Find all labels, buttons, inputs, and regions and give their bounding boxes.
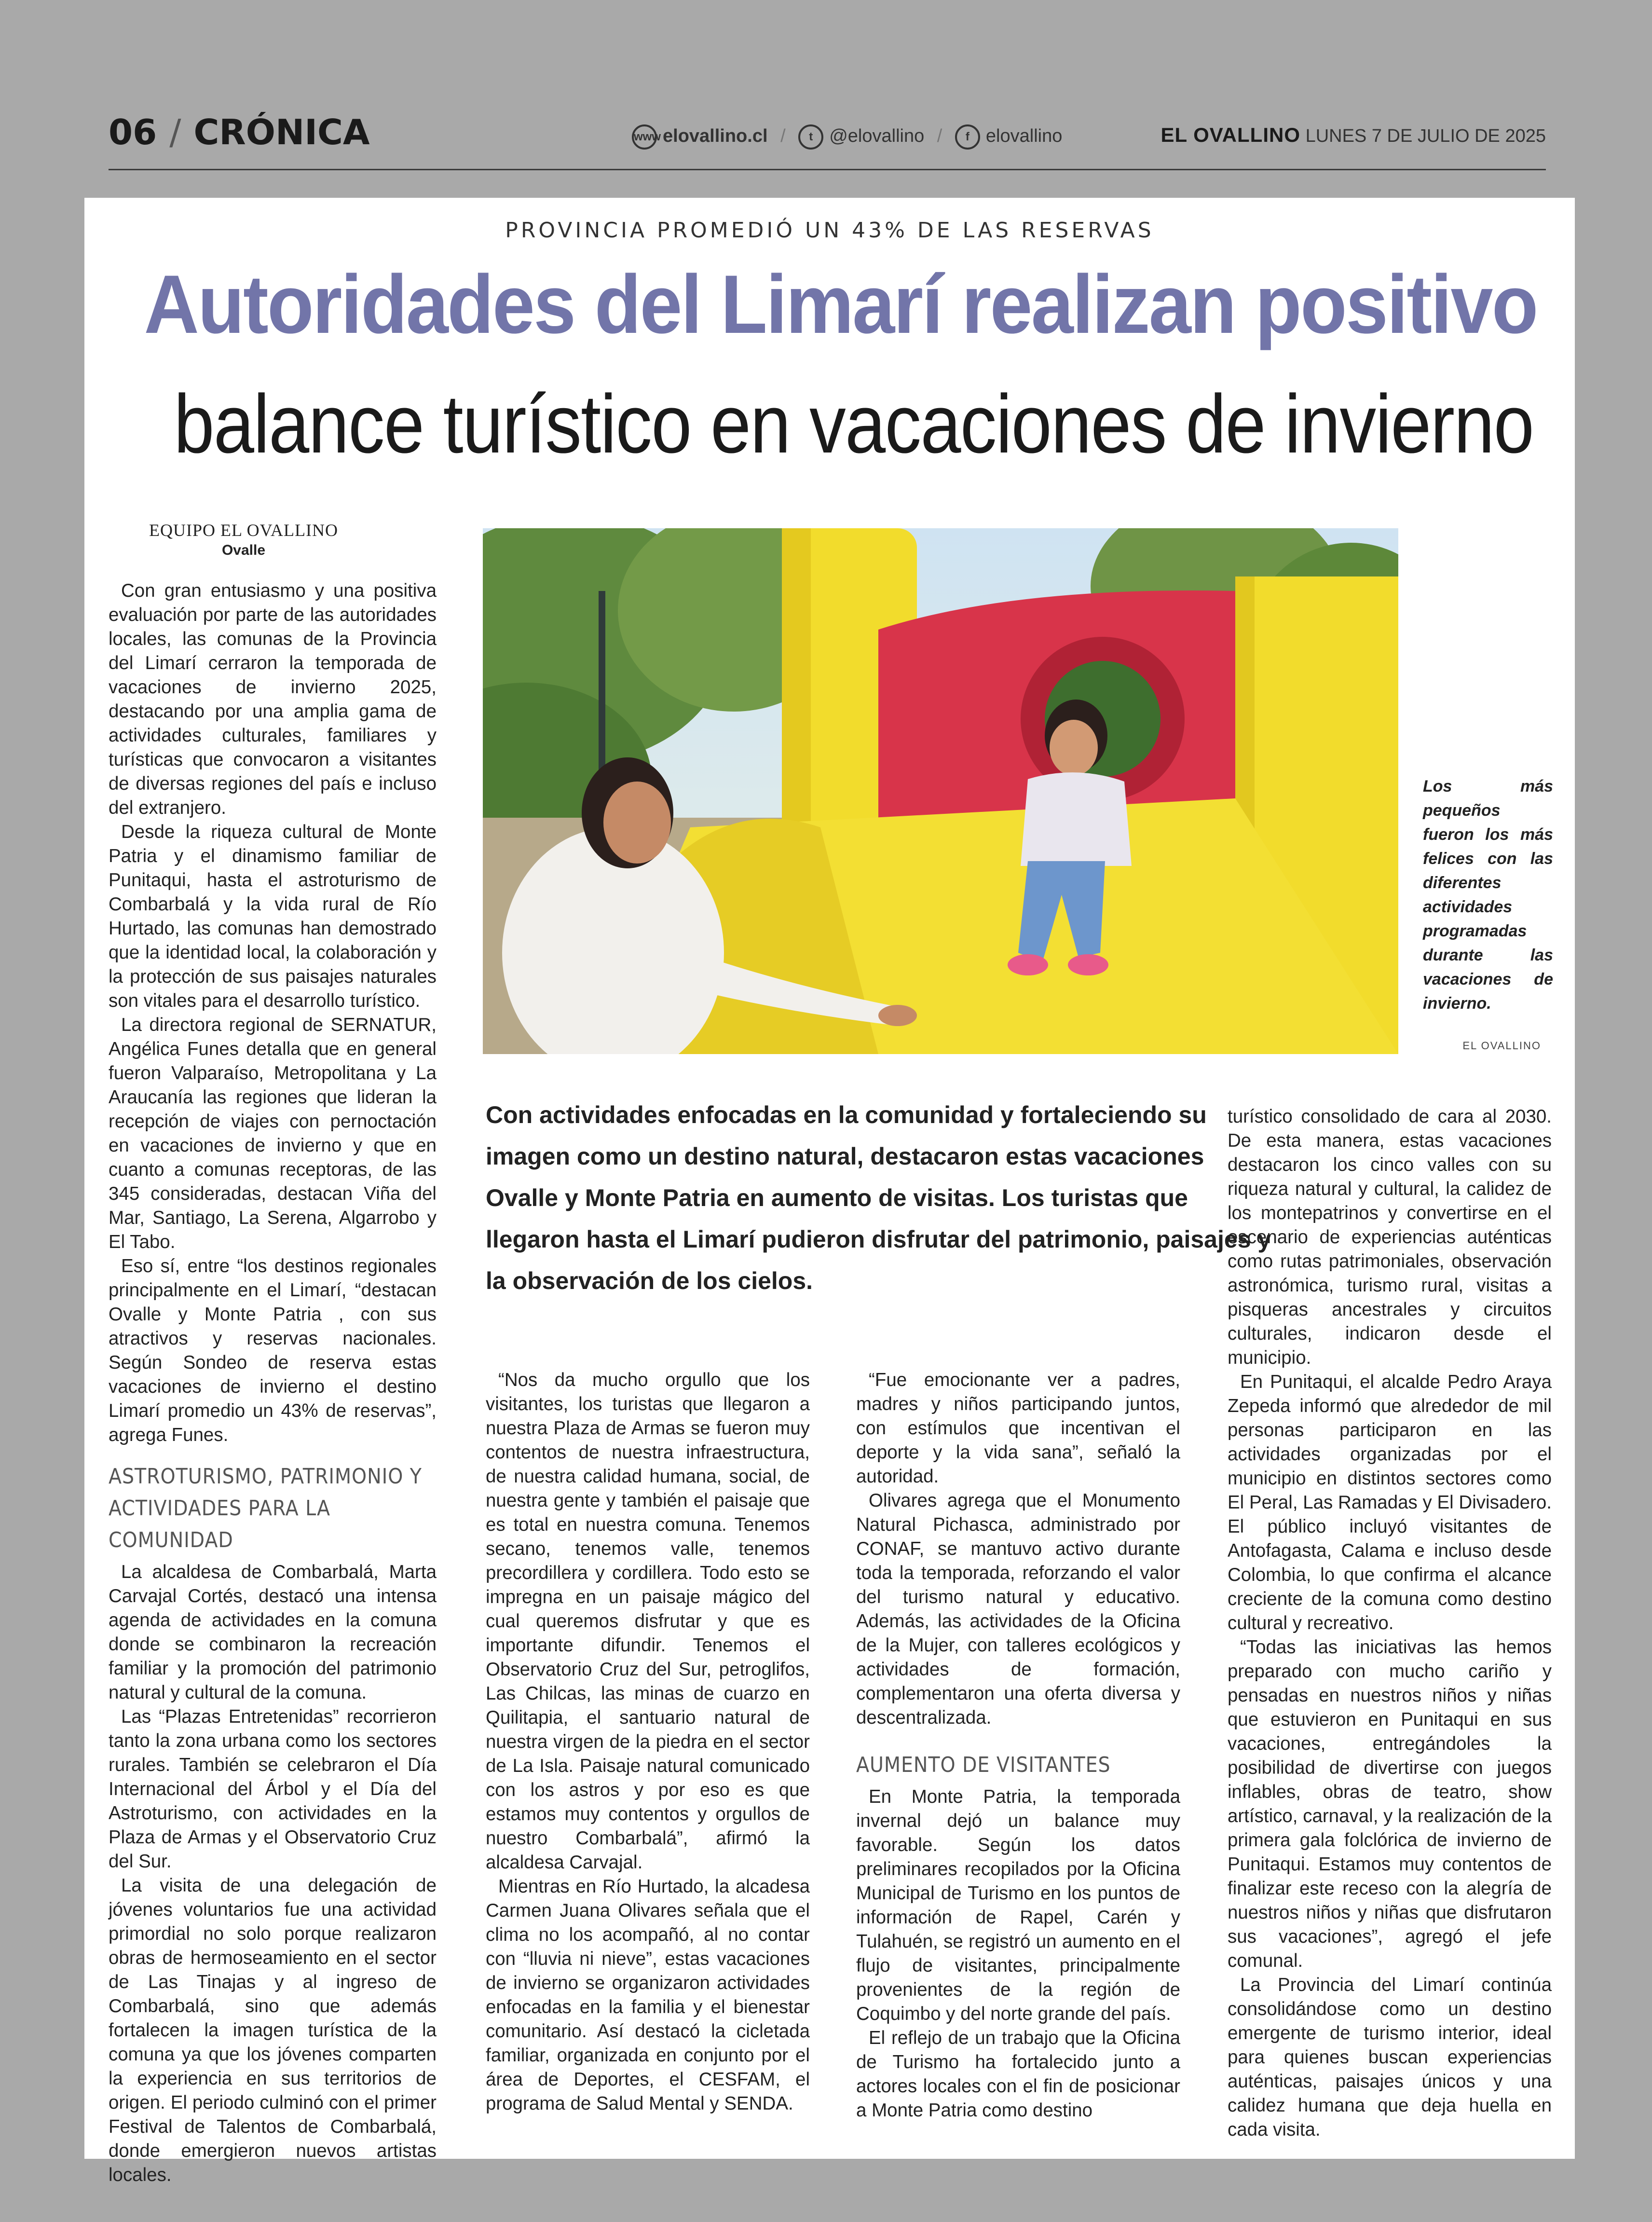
divider-slash: / — [937, 126, 942, 147]
facebook-icon: f — [955, 124, 980, 150]
twitter-handle[interactable]: @elovallino — [829, 126, 925, 147]
paragraph: “Fue emocionante ver a padres, madres y niños participando juntos, con estímulos que incentivan el deporte y la vida sana”, señaló la autoridad. — [856, 1370, 1180, 1487]
paragraph: En Punitaqui, el alcalde Pedro Araya Zepeda informó que alrededor de mil personas participaron en las actividades organizadas por el municipio en distintos sectores como El Peral, Las Ramadas y El Divisadero. El público incluyó visitantes de Antofagasta, Calama e incluso desde Colombia, lo que confirma el alcance creciente de la comuna como destino cultural y recreativo. — [1228, 1372, 1552, 1633]
page-header — [109, 106, 1546, 170]
section-name: CRÓNICA — [193, 112, 370, 152]
divider-slash: / — [780, 126, 786, 147]
website-link[interactable]: elovallino.cl — [663, 126, 768, 147]
column-4 — [1228, 1105, 1552, 2142]
facebook-handle[interactable]: elovallino — [985, 126, 1063, 147]
paragraph: La visita de una delegación de jóvenes voluntarios fue una actividad primordial no solo porque realizaron obras de hermoseamiento en el sector de Las Tinajas y al ingreso de Combarbalá, sino que además fortalecen la imagen turística de la comuna ya que los jóvenes comparten la experiencia en sus territorios de origen. El periodo culminó con el primer Festival de Talentos de Combarbalá, donde emergieron nuevos artistas locales. — [109, 1875, 437, 2185]
paragraph: En Monte Patria, la temporada invernal dejó un balance muy favorable. Según los datos preliminares recopilados por la Oficina Municipal de Turismo en los puntos de información de Rapel, Carén y Tulahuén, se registró un aumento en el flujo de visitantes, principalmente provenientes de la región de Coquimbo y del norte grande del país. — [856, 1786, 1180, 2024]
paragraph: “Nos da mucho orgullo que los visitantes, los turistas que llegaron a nuestra Plaza de Armas se fueron muy contentos de nuestra infraestructura, de nuestra calidad humana, social, de nuestra gente y también el paisaje que es total en nuestra comuna. Tenemos secano, tenemos valle, tenemos precordillera y cordillera. Todo esto se impregna en un paisaje mágico del cual queremos disfrutar y que es importante difundir. Tenemos el Observatorio Cruz del Sur, petroglifos, Las Chilcas, las minas de cuarzo en Quilitapia, el santuario natural de nuestra virgen de la piedra en el sector de La Isla. Paisaje natural comunicado con los astros y por eso es que estamos muy contentos y orgullos de nuestro Combarbalá”, afirmó la alcaldesa Carvajal. — [486, 1370, 810, 1873]
column-2 — [486, 1368, 810, 2116]
column-3 — [856, 1368, 1180, 2123]
paragraph: Olivares agrega que el Monumento Natural Pichasca, administrado por CONAF, se mantuvo activo durante toda la temporada, reforzando el valor del turismo natural y educativo. Además, las actividades de la Oficina de la Mujer, con talleres ecológicos y actividades de formación, complementaron una oferta diversa y descentralizada. — [856, 1490, 1180, 1728]
paragraph: turístico consolidado de cara al 2030. De esta manera, estas vacaciones destacaron los cinco valles con su riqueza natural y cultural, la calidez de los montepatrinos y convertirse en el escenario de experiencias auténticas como rutas patrimoniales, observación astronómica, turismo rural, visitas a pisqueras ancestrales y circuitos culturales, indicaron desde el municipio. — [1228, 1106, 1552, 1368]
subheading-aumento-visitantes: AUMENTO DE VISITANTES — [856, 1753, 1111, 1777]
photo-illustration — [483, 528, 1398, 1054]
newspaper-name: EL OVALLINO — [1160, 123, 1300, 146]
paragraph: Desde la riqueza cultural de Monte Patria y el dinamismo familiar de Punitaqui, hasta el astroturismo de Combarbalá y la vida rural de Río Hurtado, las comunas han demostrado que la identidad local, la colaboración y la protección de sus paisajes naturales son vitales para el desarrollo turístico. — [109, 822, 437, 1011]
issue-date: LUNES 7 DE JULIO DE 2025 — [1305, 126, 1546, 146]
paragraph: Mientras en Río Hurtado, la alcadesa Carmen Juana Olivares señala que el clima no los acompañó, al no contar con “lluvia ni nieve”, estas vacaciones de invierno se organizaron actividades enfocadas en la familia y el bienestar comunitario. Así destacó la cicletada familiar, organizada en conjunto por el área de Deportes, el CESFAM, el programa de Salud Mental y SENDA. — [486, 1876, 810, 2114]
paragraph: Eso sí, entre “los destinos regionales principalmente en el Limarí, “destacan Ovalle y Monte Patria , con sus atractivos y reservas nacionales. Según Sondeo de reserva estas vacaciones de invierno el destino Limarí promedio un 43% de reservas”, agrega Funes. — [109, 1256, 437, 1445]
byline-author: EQUIPO EL OVALLINO — [149, 521, 338, 540]
photo-credit: EL OVALLINO — [1462, 1040, 1541, 1052]
paragraph: La directora regional de SERNATUR, Angélica Funes detalla que en general fueron Valparaíso, Metropolitana y La Araucanía las regiones que lideran la recepción de viajes con pernoctación en vacaciones de invierno y que en cuanto a comunas receptoras, de las 345 consideradas, destacan Viña del Mar, Santiago, La Serena, Algarrobo y El Tabo. — [109, 1015, 437, 1252]
article-title-line-2: balance turístico en vacaciones de invierno — [174, 378, 1534, 470]
article-photo — [483, 528, 1398, 1054]
section-label — [109, 112, 370, 152]
paragraph: La Provincia del Limarí continúa consolidándose como un destino emergente de turismo interior, ideal para quienes buscan experiencias auténticas, paisajes únicos y una calidez humana que deja huella en cada visita. — [1228, 1975, 1552, 2140]
article-title-line-1: Autoridades del Limarí realizan positivo — [144, 258, 1537, 351]
page-number: 06 — [109, 112, 157, 152]
twitter-icon: t — [798, 124, 823, 150]
byline — [109, 520, 379, 559]
paragraph: Las “Plazas Entretenidas” recorrieron tanto la zona urbana como los sectores rurales. También se celebraron el Día Internacional del Árbol y el Día del Astroturismo, con actividades en la Plaza de Armas y el Observatorio Cruz del Sur. — [109, 1706, 437, 1872]
column-1 — [109, 579, 437, 2187]
photo-caption: Los más pequeños fueron los más felices con las diferentes actividades programadas durante las vacaciones de invierno. — [1423, 777, 1553, 1013]
byline-location: Ovalle — [221, 542, 266, 558]
article-page — [84, 198, 1575, 2185]
paragraph: La alcaldesa de Combarbalá, Marta Carvajal Cortés, destacó una intensa agenda de actividades en la comuna donde se combinaron la recreación familiar y la promoción del patrimonio natural y cultural de la comuna. — [109, 1562, 437, 1703]
article-kicker: PROVINCIA PROMEDIÓ UN 43% DE LAS RESERVAS — [505, 218, 1154, 243]
globe-icon: www — [632, 124, 657, 150]
masthead — [1161, 123, 1546, 147]
subheading-text: ASTROTURISMO, PATRIMONIO Y ACTIVIDADES PARA LA COMUNIDAD — [109, 1464, 422, 1552]
divider-slash: / — [169, 112, 181, 152]
paragraph: “Todas las iniciativas las hemos preparado con mucho cariño y pensadas en nuestros niños y niñas que estuvieron en Punitaqui en sus vacaciones, entregándoles la posibilidad de divertirse con juegos inflables, obras de teatro, show artístico, carnaval, y la realización de la primera gala folclórica de invierno de Punitaqui. Estamos muy contentos de finalizar este receso con la alegría de nuestros niños y niñas que disfrutaron sus vacaciones”, agregó el jefe comunal. — [1228, 1637, 1552, 1971]
social-links — [632, 124, 1062, 150]
paragraph: El reflejo de un trabajo que la Oficina de Turismo ha fortalecido junto a actores locales con el fin de posicionar a Monte Patria como destino — [856, 2028, 1180, 2121]
article-lede: Con actividades enfocadas en la comunidad y fortaleciendo su imagen como un destino natural, destacaron estas vacaciones Ovalle y Monte Patria en aumento de visitas. Los turistas que llegaron hasta el Limarí pudieron disfrutar del patrimonio, paisajes y la observación de los cielos. — [486, 1101, 1271, 1294]
subheading-astroturismo — [109, 1461, 422, 1556]
paragraph: Con gran entusiasmo y una positiva evaluación por parte de las autoridades locales, las comunas de la Provincia del Limarí cerraron la temporada de vacaciones de invierno 2025, destacando por una amplia gama de actividades culturales, familiares y turísticas que convocaron a visitantes de diversas regiones del país e incluso del extranjero. — [109, 580, 437, 818]
